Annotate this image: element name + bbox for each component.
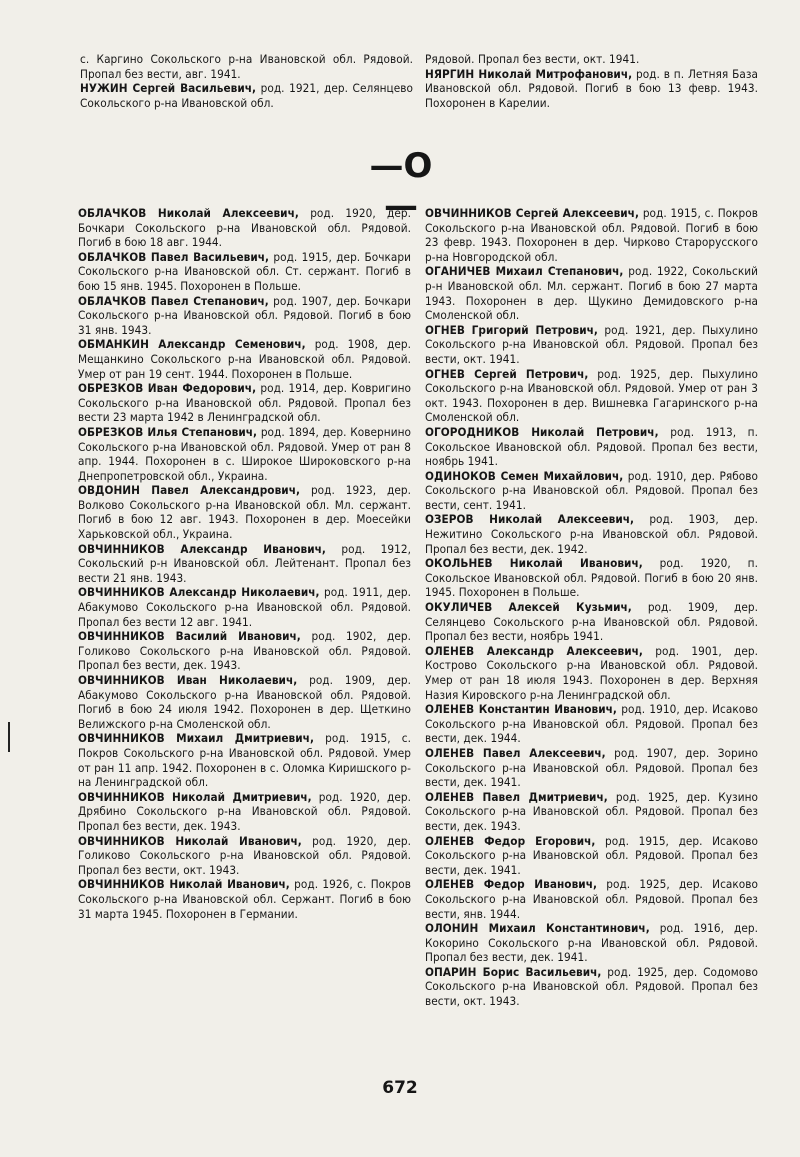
letter-heading: —О— <box>369 146 433 226</box>
register-entry <box>425 323 758 367</box>
person-name: ОВЧИННИКОВ Александр Николаевич, <box>78 585 320 600</box>
person-name: ОЛЕНЕВ Федор Егорович, <box>425 833 596 848</box>
entry-details: род. 1907, дер. Бочкари Сокольского р-на Ивановской обл. Рядовой. Погиб в бою 31 янв. 1943. <box>78 293 411 337</box>
register-entry <box>78 425 411 483</box>
entry-details: род. 1921, дер. Пыхулино Сокольского р-на Ивановской обл. Рядовой. Пропал без вести, окт. 1941. <box>425 322 758 366</box>
register-entry <box>425 834 758 878</box>
register-entry <box>80 52 413 81</box>
person-name: ОЛЕНЕВ Павел Дмитриевич, <box>425 789 608 804</box>
entry-details: род. 1915, дер. Исаково Сокольского р-на Ивановской обл. Рядовой. Пропал без вести, дек. 1941. <box>425 833 758 877</box>
entry-details: род. 1901, дер. Кострово Сокольского р-на Ивановской обл. Рядовой. Умер от ран 18 июля 1943. Похоронен в дер. Верхняя Назия Кировского р-на Ленинградской обл. <box>425 643 759 702</box>
person-name: ОЗЕРОВ Николай Алексеевич, <box>425 512 635 527</box>
entry-details: род. 1915, дер. Бочкари Сокольского р-на Ивановской обл. Ст. сержант. Погиб в бою 15 янв. 1945. Похоронен в Польше. <box>78 249 411 293</box>
entry-details: род. 1915, с. Покров Сокольского р-на Ивановской обл. Рядовой. Погиб в бою 23 февр. 1943. Похоронен в дер. Чирково Старорусского р-на Новгородской обл. <box>425 206 758 264</box>
person-name: ОВЧИННИКОВ Василий Иванович, <box>78 629 301 644</box>
register-entry <box>425 206 758 264</box>
person-name: ОБЛАЧКОВ Николай Алексеевич, <box>78 206 299 220</box>
person-name: ОВДОНИН Павел Александрович, <box>78 483 301 498</box>
register-entry <box>425 469 758 513</box>
register-entry <box>78 673 411 731</box>
entry-details: род. 1921, дер. Селянцево Сокольского р-на Ивановской обл. <box>80 81 413 110</box>
entry-details: род. 1913, п. Сокольское Ивановской обл. Рядовой. Пропал без вести, ноябрь 1941. <box>425 424 758 469</box>
register-entry <box>425 644 758 702</box>
entry-details: род. 1914, дер. Ковригино Сокольского р-на Ивановской обл. Рядовой. Пропал без вести 23 марта 1942 в Ленинградской обл. <box>78 381 411 425</box>
person-name: ОГНЕВ Григорий Петрович, <box>425 322 598 337</box>
register-entry <box>78 585 411 629</box>
entry-details: род. 1902, дер. Голиково Сокольского р-на Ивановской обл. Рядовой. Пропал без вести, дек. 1943. <box>78 629 411 673</box>
entry-details: род. 1903, дер. Нежитино Сокольского р-на Ивановской обл. Рядовой. Пропал без вести, дек. 1942. <box>425 512 758 556</box>
register-entry <box>78 542 411 586</box>
person-name: ОВЧИННИКОВ Николай Иванович, <box>78 877 290 892</box>
register-entry <box>78 629 411 673</box>
entry-details: род. 1908, дер. Мещанкино Сокольского р-на Ивановской обл. Рядовой. Умер от ран 19 сент. 1944. Похоронен в Польше. <box>78 337 411 381</box>
person-name: НУЖИН Сергей Васильевич, <box>80 81 257 96</box>
top-left-column <box>80 52 413 110</box>
register-entry <box>78 294 411 338</box>
person-name: ОГОРОДНИКОВ Николай Петрович, <box>425 424 659 439</box>
person-name: ОПАРИН Борис Васильевич, <box>425 964 602 979</box>
person-name: ОКОЛЬНЕВ Николай Иванович, <box>425 556 643 571</box>
person-name: ОБЛАЧКОВ Павел Степанович, <box>78 293 269 308</box>
entry-details: род. 1894, дер. Ковернино Сокольского р-на Ивановской обл. Рядовой. Умер от ран 8 апр. 1944. Похоронен в с. Широкое Широковского р-на Днепропетровской обл., Украина. <box>78 424 411 483</box>
entry-details: род. 1920, п. Сокольское Ивановской обл. Рядовой. Погиб в бою 20 янв. 1945. Похоронен в Польше. <box>425 556 758 600</box>
person-name: ОБЛАЧКОВ Павел Васильевич, <box>78 249 270 264</box>
person-name: ОВЧИННИКОВ Иван Николаевич, <box>78 673 298 687</box>
entry-details: род. в п. Летняя База Ивановской обл. Рядовой. Погиб в бою 13 февр. 1943. Похоронен в Карелии. <box>425 66 758 110</box>
person-name: ОЛЕНЕВ Федор Иванович, <box>425 877 598 892</box>
person-name: ОВЧИННИКОВ Николай Дмитриевич, <box>78 789 312 804</box>
person-name: ОВЧИННИКОВ Сергей Алексеевич, <box>425 206 640 220</box>
entry-details: род. 1922, Сокольский р-н Ивановской обл. Мл. сержант. Погиб в бою 27 марта 1943. Похоронен в дер. Щукино Демидовского р-на Смоленской обл. <box>425 264 759 323</box>
register-entry <box>78 483 411 541</box>
register-entry <box>78 206 411 250</box>
register-entry <box>425 746 758 790</box>
register-entry <box>425 556 758 600</box>
entry-details: род. 1920, дер. Бочкари Сокольского р-на Ивановской обл. Рядовой. Погиб в бою 18 авг. 1944. <box>78 206 411 250</box>
right-column <box>425 206 758 1009</box>
register-entry <box>425 52 758 67</box>
register-entry <box>425 790 758 834</box>
register-entry <box>78 250 411 294</box>
entry-details: род. 1920, дер. Дрябино Сокольского р-на Ивановской обл. Рядовой. Пропал без вести, дек. 1943. <box>78 789 412 833</box>
person-name: ОКУЛИЧЕВ Алексей Кузьмич, <box>425 600 632 615</box>
entry-details: род. 1911, дер. Абакумово Сокольского р-на Ивановской обл. Рядовой. Пропал без вести 12 авг. 1941. <box>78 585 411 629</box>
person-name: ОБМАНКИН Александр Семенович, <box>78 337 306 352</box>
person-name: ОДИНОКОВ Семен Михайлович, <box>425 468 624 483</box>
top-right-column <box>425 52 758 110</box>
entry-details: род. 1909, дер. Селянцево Сокольского р-на Ивановской обл. Рядовой. Пропал без вести, ноябрь 1941. <box>425 600 758 644</box>
register-entry <box>425 367 758 425</box>
person-name: ОГАНИЧЕВ Михаил Степанович, <box>425 264 624 279</box>
entry-details: род. 1925, дер. Содомово Сокольского р-на Ивановской обл. Рядовой. Пропал без вести, окт. 1943. <box>425 964 758 1009</box>
register-entry <box>78 337 411 381</box>
person-name: ОЛЕНЕВ Павел Алексеевич, <box>425 745 606 760</box>
entry-details: род. 1915, с. Покров Сокольского р-на Ивановской обл. Рядовой. Умер от ран 11 апр. 1942. Похоронен в с. Оломка Киришского р-на Ленинградской обл. <box>78 731 411 790</box>
register-entry <box>425 921 758 965</box>
person-name: ОЛОНИН Михаил Константинович, <box>425 921 650 936</box>
register-entry <box>425 877 758 921</box>
person-name: ОБРЕЗКОВ Иван Федорович, <box>78 381 257 396</box>
entry-details: род. 1925, дер. Исаково Сокольского р-на Ивановской обл. Рядовой. Пропал без вести, янв. 1944. <box>425 877 759 921</box>
margin-bracket-mark <box>8 722 10 752</box>
left-column <box>78 206 411 921</box>
person-name: ОБРЕЗКОВ Илья Степанович, <box>78 424 258 439</box>
register-entry <box>425 512 758 556</box>
person-name: ОВЧИННИКОВ Николай Иванович, <box>78 833 302 848</box>
entry-details: род. 1916, дер. Кокорино Сокольского р-на Ивановской обл. Рядовой. Пропал без вести, дек. 1941. <box>425 921 758 965</box>
register-entry <box>78 877 411 921</box>
register-entry <box>425 965 758 1009</box>
register-entry <box>425 67 758 111</box>
register-entry <box>78 790 411 834</box>
register-entry <box>78 381 411 425</box>
page-number: 672 <box>382 1078 418 1098</box>
person-name: ОВЧИННИКОВ Александр Иванович, <box>78 541 326 556</box>
person-name: ОЛЕНЕВ Константин Иванович, <box>425 702 617 717</box>
entry-details: род. 1926, с. Покров Сокольского р-на Ивановской обл. Сержант. Погиб в бою 31 марта 1945. Похоронен в Германии. <box>78 877 411 921</box>
register-entry <box>80 81 413 110</box>
entry-details: Рядовой. Пропал без вести, окт. 1941. <box>425 52 640 66</box>
entry-details: род. 1925, дер. Пыхулино Сокольского р-на Ивановской обл. Рядовой. Умер от ран 3 окт. 1943. Похоронен в дер. Вишневка Гагаринского р-на Смоленской обл. <box>425 366 758 425</box>
register-entry <box>78 834 411 878</box>
entry-details: род. 1910, дер. Исаково Сокольского р-на Ивановской обл. Рядовой. Пропал без вести, дек. 1944. <box>425 702 758 746</box>
entry-details: род. 1923, дер. Волково Сокольского р-на Ивановской обл. Мл. сержант. Погиб в бою 12 авг. 1943. Похоронен в дер. Моесейки Харьковской обл., Украина. <box>78 483 412 542</box>
person-name: ОВЧИННИКОВ Михаил Дмитриевич, <box>78 731 314 746</box>
entry-details: род. 1925, дер. Кузино Сокольского р-на Ивановской обл. Рядовой. Пропал без вести, дек. 1943. <box>425 789 758 833</box>
person-name: НЯРГИН Николай Митрофанович, <box>425 66 633 81</box>
person-name: ОЛЕНЕВ Александр Алексеевич, <box>425 643 643 658</box>
register-entry <box>78 731 411 789</box>
register-entry <box>425 702 758 746</box>
register-entry <box>425 425 758 469</box>
entry-details: род. 1910, дер. Рябово Сокольского р-на Ивановской обл. Рядовой. Пропал без вести, сент. 1941. <box>425 468 759 512</box>
entry-details: род. 1907, дер. Зорино Сокольского р-на Ивановской обл. Рядовой. Пропал без вести, дек. 1941. <box>425 745 758 790</box>
entry-details: род. 1912, Сокольский р-н Ивановской обл. Лейтенант. Пропал без вести 21 янв. 1943. <box>78 541 411 585</box>
entry-details: с. Каргино Сокольского р-на Ивановской обл. Рядовой. Пропал без вести, авг. 1941. <box>80 52 413 81</box>
person-name: ОГНЕВ Сергей Петрович, <box>425 366 589 381</box>
entry-details: род. 1920, дер. Голиково Сокольского р-на Ивановской обл. Рядовой. Пропал без вести, окт. 1943. <box>78 833 412 877</box>
register-entry <box>425 600 758 644</box>
register-entry <box>425 264 758 322</box>
entry-details: род. 1909, дер. Абакумово Сокольского р-на Ивановской обл. Рядовой. Погиб в бою 24 июля 1942. Похоронен в дер. Щеткино Велижского р-на Смоленской обл. <box>78 673 411 731</box>
